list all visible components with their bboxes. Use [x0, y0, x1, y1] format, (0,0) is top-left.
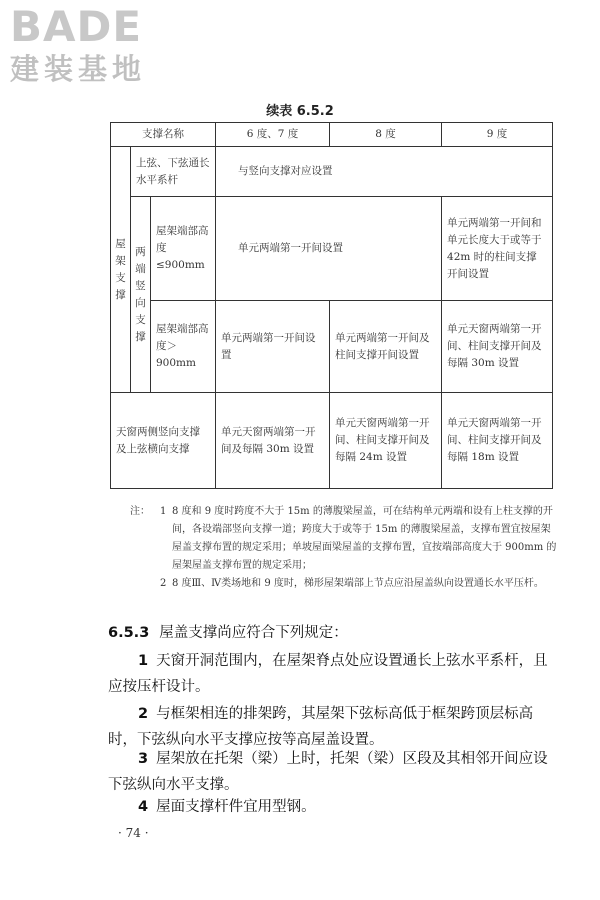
note-item [130, 503, 560, 575]
clause-text: 天窗开洞范围内，在屋架脊点处应设置通长上弦水平系杆，且应按压杆设计。 [108, 653, 548, 695]
logo-wordmark: BADE [10, 2, 143, 51]
logo-subtitle: 建装基地 [10, 52, 147, 86]
row-height-le-900-value-6-7-8: 单元两端第一开间设置 [216, 197, 442, 301]
note-text: 8 度和 9 度时跨度不大于 15m 的薄腹梁屋盖，可在结构单元两端和设有上柱支撑的开间，各设端部竖向支撑一道；跨度大于或等于 15m 的薄腹梁屋盖，支撑布置宜按屋架屋盖支撑布置的规定采用；单坡屋面梁屋盖的支撑布置，宜按端部高度大于 900mm 的屋架屋盖支撑布置的规定采用； [172, 506, 557, 571]
section-title: 屋盖支撑尚应符合下列规定： [159, 625, 348, 641]
row-skylight-support-name: 天窗两侧竖向支撑及上弦横向支撑 [111, 393, 216, 489]
section-number: 6.5.3 [108, 625, 150, 641]
clause-paragraph [108, 794, 560, 820]
clause-paragraph [108, 648, 560, 700]
table-header-row [111, 123, 553, 147]
support-table [110, 122, 553, 489]
clause-number: 2 [138, 706, 149, 722]
note-text: 8 度Ⅲ、Ⅳ类场地和 9 度时，梯形屋架端部上节点应沿屋盖纵向设置通长水平压杆。 [172, 578, 544, 589]
clause-paragraph [108, 746, 560, 798]
clause-text: 与框架相连的排架跨，其屋架下弦标高低于框架跨顶层标高时，下弦纵向水平支撑应按等高屋盖设置。 [108, 706, 534, 748]
note-number: 1 [160, 506, 167, 517]
clause-number: 3 [138, 751, 149, 767]
page-number: · 74 · [118, 826, 149, 840]
table-row [111, 301, 553, 393]
table-row [111, 147, 553, 197]
row-height-gt-900-value-9: 单元天窗两端第一开间、柱间支撑开间及每隔 30m 设置 [442, 301, 553, 393]
header-degree-8: 8 度 [330, 123, 442, 147]
group-label-roof-truss-support: 屋架支撑 [111, 147, 131, 393]
row-height-gt-900-name: 屋架端部高度＞900mm [151, 301, 216, 393]
clause-number: 4 [138, 799, 149, 815]
header-support-name: 支撑名称 [111, 123, 216, 147]
note-prefix: 注： [130, 506, 150, 517]
row-height-gt-900-value-6-7: 单元两端第一开间设置 [216, 301, 330, 393]
row-skylight-value-6-7: 单元天窗两端第一开间及每隔 30m 设置 [216, 393, 330, 489]
header-degree-9: 9 度 [442, 123, 553, 147]
row-height-gt-900-value-8: 单元两端第一开间及柱间支撑开间设置 [330, 301, 442, 393]
row-skylight-value-9: 单元天窗两端第一开间、柱间支撑开间及每隔 18m 设置 [442, 393, 553, 489]
row-height-le-900-value-9: 单元两端第一开间和单元长度大于或等于 42m 时的柱间支撑开间设置 [442, 197, 553, 301]
table-row [111, 393, 553, 489]
table-caption: 续表 6.5.2 [266, 104, 334, 119]
header-degree-6-7: 6 度、7 度 [216, 123, 330, 147]
row-chord-tie-value: 与竖向支撑对应设置 [216, 147, 553, 197]
table-notes [130, 503, 560, 593]
logo [10, 4, 185, 86]
row-height-le-900-name: 屋架端部高度≤900mm [151, 197, 216, 301]
note-item [130, 575, 560, 593]
clause-text: 屋面支撑杆件宜用型钢。 [156, 799, 316, 815]
clause-text: 屋架放在托架（梁）上时，托架（梁）区段及其相邻开间应设下弦纵向水平支撑。 [108, 751, 548, 793]
row-chord-tie-name: 上弦、下弦通长水平系杆 [131, 147, 216, 197]
section-heading [108, 620, 568, 646]
row-skylight-value-8: 单元天窗两端第一开间、柱间支撑开间及每隔 24m 设置 [330, 393, 442, 489]
note-number: 2 [160, 578, 167, 589]
table-row [111, 197, 553, 301]
clause-number: 1 [138, 653, 149, 669]
sub-group-label-vertical-support: 两端竖向支撑 [131, 197, 151, 393]
